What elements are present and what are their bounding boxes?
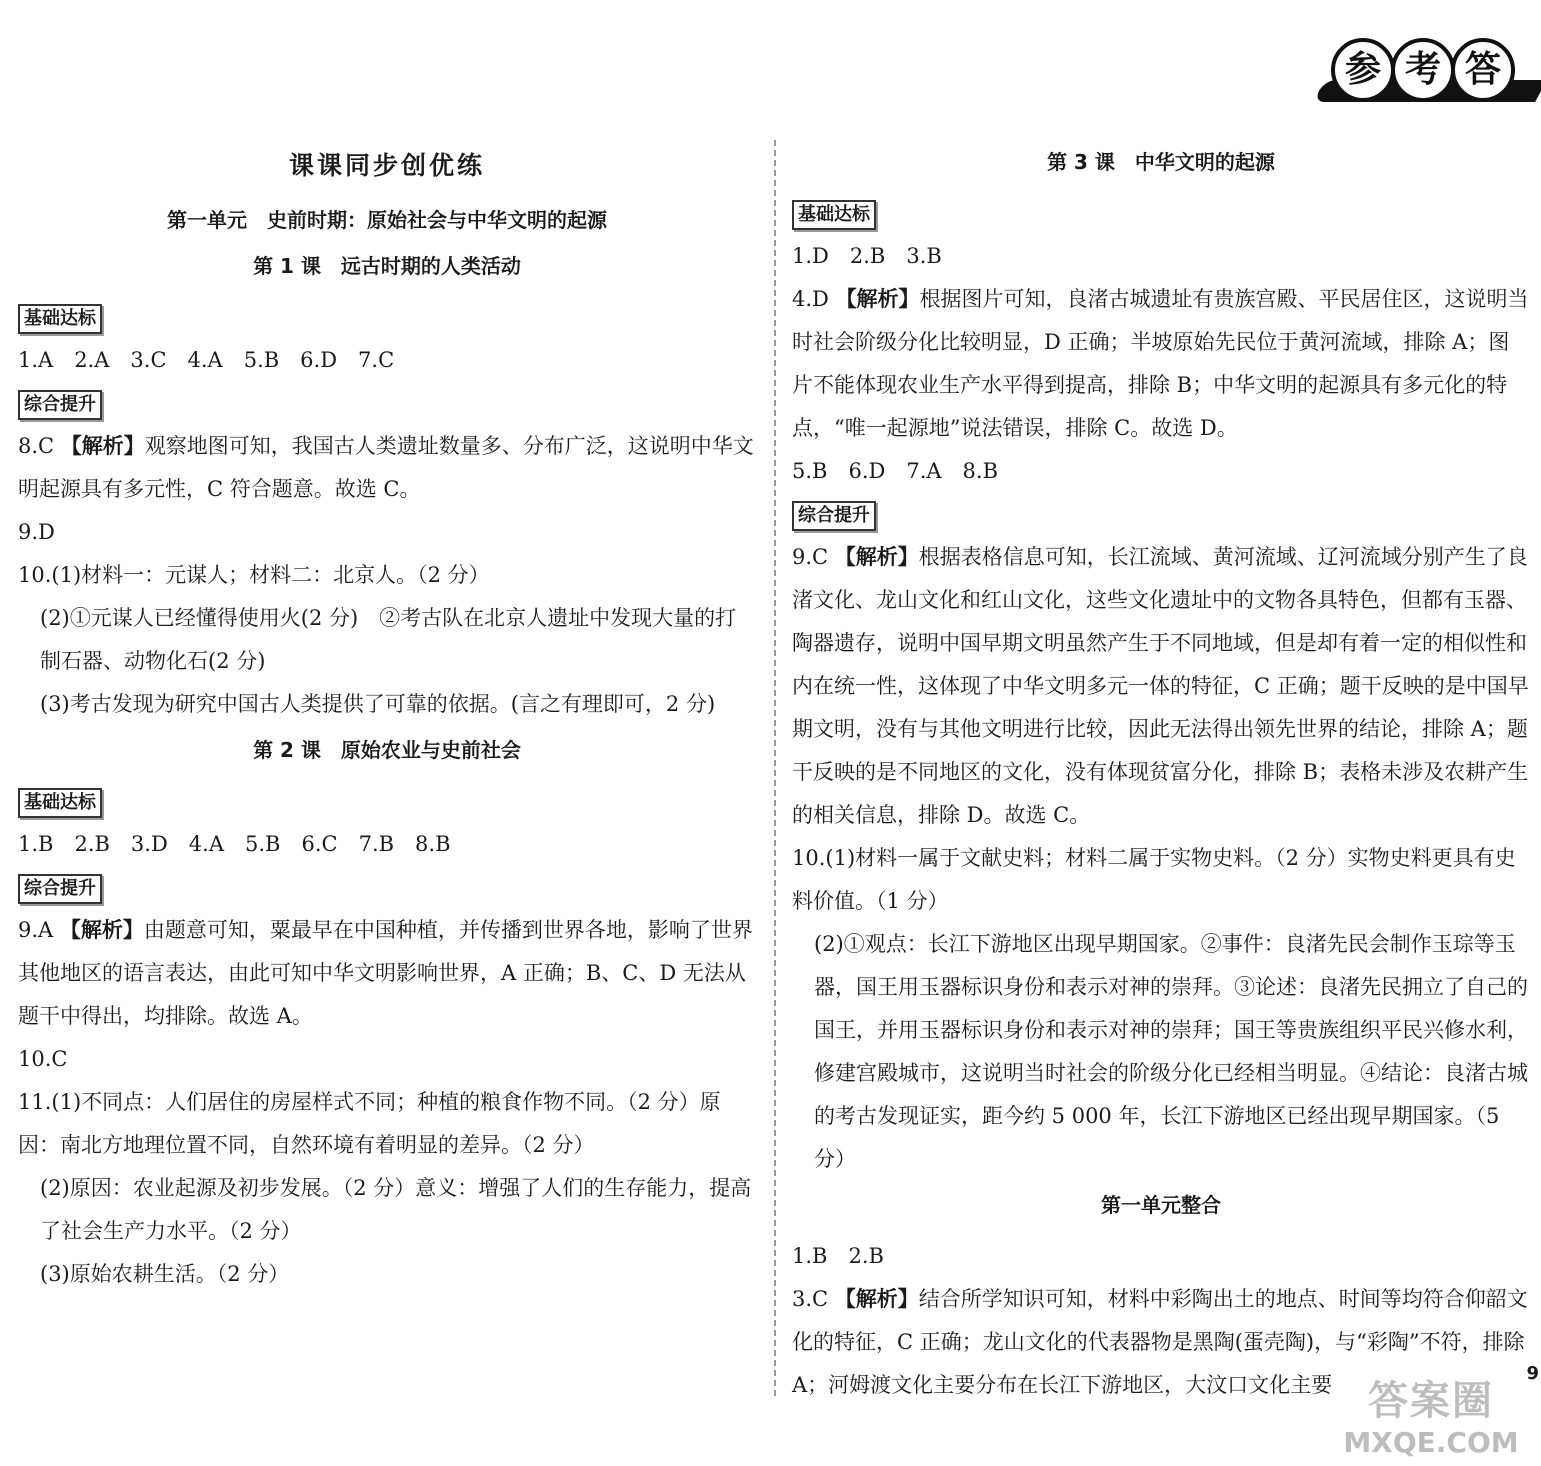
- analysis-label: 【解析】: [835, 287, 920, 311]
- lesson-3-q4: [792, 278, 1530, 450]
- analysis-label: 【解析】: [60, 434, 145, 458]
- page-title: 课课同步创优练: [288, 151, 485, 180]
- lesson-2-advance-tag: 综合提升: [18, 874, 102, 904]
- lesson-3-advance-tag: 综合提升: [792, 501, 876, 531]
- lesson-1-basic-answers: 1.A 2.A 3.C 4.A 5.B 6.D 7.C: [18, 348, 395, 372]
- badge-char-3: 答: [1451, 38, 1515, 102]
- unit-review-title: 第一单元整合: [1101, 1193, 1221, 1217]
- analysis-label: 【解析】: [59, 918, 144, 942]
- lesson-1-q10-part1: 10.(1)材料一：元谋人；材料二：北京人。（2 分）: [18, 563, 490, 587]
- analysis-text: 根据图片可知，良渚古城遗址有贵族宫殿、平民居住区，这说明当时社会阶级分化比较明显，D 正确；半坡原始先民位于黄河流域，排除 A；图片不能体现农业生产水平得到提高，排除 B；中华文明的起源具有多元化的特点，“唯一起源地”说法错误，排除 C。故选 D。: [792, 287, 1529, 440]
- analysis-text: 结合所学知识可知，材料中彩陶出土的地点、时间等均符合仰韶文化的特征，C 正确；龙山文化的代表器物是黑陶(蛋壳陶)，与“彩陶”不符，排除 A；河姆渡文化主要分布在长江下游地区，大汶口文化主要: [792, 1287, 1532, 1397]
- lesson-1-q10-part2: (2)①元谋人已经懂得使用火(2 分) ②考古队在北京人遗址中发现大量的打制石器、动物化石(2 分): [40, 606, 737, 673]
- lesson-2-q9: [18, 909, 756, 1038]
- q-number: 4.D: [792, 287, 829, 311]
- left-column: [18, 130, 756, 1406]
- lesson-2-q11-part2: (2)原因：农业起源及初步发展。（2 分）意义：增强了人们的生存能力，提高了社会生产力水平。（2 分）: [40, 1176, 752, 1243]
- lesson-2-q11-part3: (3)原始农耕生活。（2 分）: [40, 1262, 290, 1286]
- lesson-3-q10-part2: (2)①观点：长江下游地区出现早期国家。②事件：良渚先民会制作玉琮等玉器，国王用玉器标识身份和表示对神的崇拜。③论述：良渚先民拥立了自己的国王，并用玉器标识身份和表示对神的崇拜；国王等贵族组织平民兴修水利，修建宫殿城市，这说明当时社会的阶级分化已经相当明显。④结论：良渚古城的考古发现证实，距今约 5 000 年，长江下游地区已经出现早期国家。（5 分）: [814, 932, 1528, 1171]
- unit-title: 第一单元 史前时期：原始社会与中华文明的起源: [167, 208, 607, 232]
- analysis-text: 观察地图可知，我国古人类遗址数量多、分布广泛，这说明中华文明起源具有多元性，C 符合题意。故选 C。: [18, 434, 754, 501]
- lesson-2-q11-part1: 11.(1)不同点：人们居住的房屋样式不同；种植的粮食作物不同。（2 分）原因：南北方地理位置不同，自然环境有着明显的差异。（2 分）: [18, 1090, 721, 1157]
- q-number: 8.C: [18, 434, 55, 458]
- lesson-2-q10: 10.C: [18, 1047, 68, 1071]
- badge-char-2: 考: [1391, 38, 1455, 102]
- lesson-3-q9: [792, 536, 1530, 837]
- lesson-1-title: 第 1 课 远古时期的人类活动: [253, 254, 521, 278]
- lesson-3-more-answers: 5.B 6.D 7.A 8.B: [792, 459, 999, 483]
- site-watermark: [1331, 1376, 1531, 1460]
- page-number: 9: [1526, 1363, 1539, 1384]
- lesson-1-q8: [18, 425, 756, 511]
- analysis-text: 根据表格信息可知，长江流域、黄河流域、辽河流域分别产生了良渚文化、龙山文化和红山文化，这些文化遗址中的文物各具特色，但都有玉器、陶器遗存，说明中国早期文明虽然产生于不同地域，但是却有着一定的相似性和内在统一性，这体现了中华文明多元一体的特征，C 正确；题干反映的是中国早期文明，没有与其他文明进行比较，因此无法得出领先世界的结论，排除 A；题干反映的是不同地区的文化，没有体现贫富分化，排除 B；表格未涉及农耕产生的相关信息，排除 D。故选 C。: [792, 545, 1529, 827]
- q-number: 3.C: [792, 1287, 829, 1311]
- q-number: 9.A: [18, 918, 54, 942]
- watermark-url: MXQE.COM: [1343, 1426, 1519, 1459]
- column-divider: [774, 140, 776, 1396]
- watermark-logo: 答案圈: [1368, 1378, 1494, 1424]
- lesson-1-advance-tag: 综合提升: [18, 390, 102, 420]
- unit-review-answers: 1.B 2.B: [792, 1244, 884, 1268]
- lesson-3-title: 第 3 课 中华文明的起源: [1047, 150, 1275, 174]
- lesson-1-q10-part3: (3)考古发现为研究中国古人类提供了可靠的依据。(言之有理即可，2 分): [40, 692, 716, 716]
- lesson-2-basic-answers: 1.B 2.B 3.D 4.A 5.B 6.C 7.B 8.B: [18, 832, 451, 856]
- lesson-2-title: 第 2 课 原始农业与史前社会: [253, 738, 521, 762]
- analysis-text: 由题意可知，粟最早在中国种植，并传播到世界各地，影响了世界其他地区的语言表达，由此可知中华文明影响世界，A 正确；B、C、D 无法从题干中得出，均排除。故选 A。: [18, 918, 753, 1028]
- lesson-3-basic-tag: 基础达标: [792, 200, 876, 230]
- lesson-2-basic-tag: 基础达标: [18, 788, 102, 818]
- analysis-label: 【解析】: [834, 1287, 919, 1311]
- lesson-3-basic-answers: 1.D 2.B 3.B: [792, 244, 942, 268]
- right-column: [792, 130, 1530, 1406]
- lesson-1-q9: 9.D: [18, 520, 55, 544]
- badge-char-1: 参: [1331, 38, 1395, 102]
- lesson-3-q10-part1: 10.(1)材料一属于文献史料；材料二属于实物史料。（2 分）实物史料更具有史料价值。（1 分）: [792, 846, 1516, 913]
- answer-header-badge: [1311, 20, 1541, 118]
- q-number: 9.C: [792, 545, 829, 569]
- lesson-1-basic-tag: 基础达标: [18, 304, 102, 334]
- analysis-label: 【解析】: [834, 545, 919, 569]
